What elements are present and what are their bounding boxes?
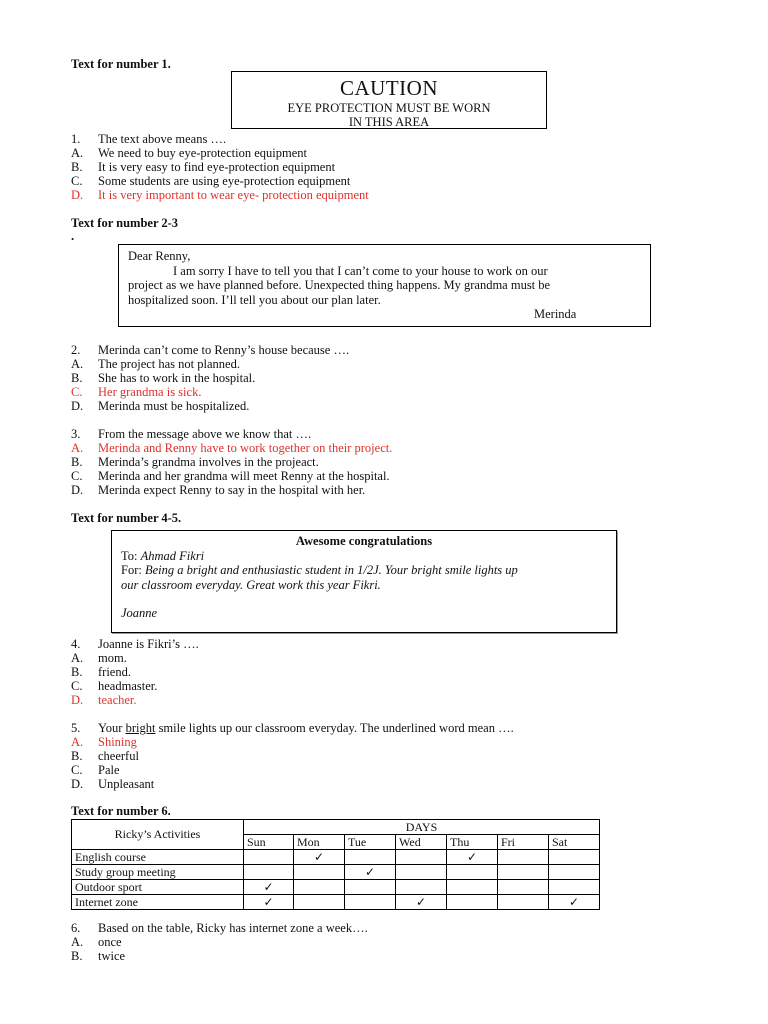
question-6: 6. Based on the table, Ricky has internet zone a week…. A. once B. twice: [71, 921, 368, 963]
day-mon: Mon: [294, 835, 345, 850]
stray-dot: .: [71, 229, 75, 243]
letter-body-line-1: I am sorry I have to tell you that I can’t come to your house to work on our: [173, 263, 548, 278]
option-d-answer: D. teacher.: [71, 693, 137, 707]
check-mark: ✓: [396, 895, 447, 910]
option-a: A. mom.: [71, 651, 127, 665]
option-d: D. Unpleasant: [71, 777, 155, 791]
check-mark: ✓: [447, 850, 498, 865]
option-a: A. The project has not planned.: [71, 357, 240, 371]
option-b: B. Merinda’s grandma involves in the projeact.: [71, 455, 319, 469]
card-from: Joanne: [121, 606, 158, 620]
letter-body-line-2: project as we have planned before. Unexpected thing happens. My grandma must be: [128, 278, 551, 292]
question-5: 5. Your bright smile lights up our classroom everyday. The underlined word mean …. A. Shining B. cheerful C. Pale D. Unpleasant: [71, 721, 514, 791]
congratulations-card: [111, 530, 617, 633]
day-fri: Fri: [498, 835, 549, 850]
question-3: 3. From the message above we know that …. A. Merinda and Renny have to work together on their project. B. Merinda’s grandma involves in the projeact. C. Merinda and her grandma will meet Renny at the hospital. D. Merinda expect Renny to say in the hospital with her.: [71, 427, 393, 497]
caution-title: CAUTION: [340, 76, 438, 100]
to-name: Ahmad Fikri: [140, 548, 205, 563]
days-header: DAYS: [244, 820, 600, 835]
question-text: Merinda can’t come to Renny’s house because ….: [98, 343, 350, 357]
activity-name: Outdoor sport: [72, 880, 244, 895]
activity-name: Internet zone: [72, 895, 244, 910]
question-1: [71, 132, 369, 202]
caution-line-1: EYE PROTECTION MUST BE WORN: [287, 101, 491, 115]
check-mark: ✓: [244, 895, 294, 910]
caution-sign: [231, 71, 547, 129]
option-b: B. She has to work in the hospital.: [71, 371, 256, 385]
activity-name: Study group meeting: [72, 865, 244, 880]
check-mark: ✓: [294, 850, 345, 865]
option-a: A. We need to buy eye-protection equipment: [71, 146, 307, 160]
option-b: B. cheerful: [71, 749, 139, 763]
option-c: C. Pale: [71, 763, 120, 777]
option-c: C. Merinda and her grandma will meet Renny at the hospital.: [71, 469, 390, 483]
underlined-word: bright: [125, 721, 156, 735]
option-c-answer: C. Her grandma is sick.: [71, 385, 202, 399]
option-a-answer: A. Merinda and Renny have to work together on their project.: [71, 441, 393, 455]
day-tue: Tue: [345, 835, 396, 850]
option-d-answer: D. It is very important to wear eye- protection equipment: [71, 188, 369, 202]
day-sat: Sat: [549, 835, 600, 850]
table-row: [72, 850, 600, 865]
question-text: Based on the table, Ricky has internet zone a week….: [98, 921, 368, 935]
question-2: 2. Merinda can’t come to Renny’s house because …. A. The project has not planned. B. She has to work in the hospital. C. Her grandma is sick. D. Merinda must be hospitalized.: [71, 343, 350, 413]
for-label: For:: [121, 563, 142, 577]
for-text-line-1: Being a bright and enthusiastic student in 1/2J. Your bright smile lights up: [144, 563, 518, 577]
letter-signature: Merinda: [534, 307, 577, 321]
section-heading-1: Text for number 1.: [71, 57, 171, 71]
table-row: [72, 865, 600, 880]
option-b: B. friend.: [71, 665, 131, 679]
option-d: D. Merinda must be hospitalized.: [71, 399, 250, 413]
for-text-line-2: our classroom everyday. Great work this year Fikri.: [121, 577, 381, 592]
question-number: 1.: [71, 132, 81, 146]
letter-box: [118, 244, 651, 327]
option-a: A. once: [71, 935, 122, 949]
question-4: 4. Joanne is Fikri’s …. A. mom. B. friend. C. headmaster. D. teacher.: [71, 637, 199, 707]
question-text: Joanne is Fikri’s ….: [98, 637, 199, 651]
option-c: C. Some students are using eye-protection equipment: [71, 174, 351, 188]
to-label: To:: [121, 548, 138, 563]
table-row: [72, 880, 600, 895]
option-d: D. Merinda expect Renny to say in the hospital with her.: [71, 483, 366, 497]
option-a-answer: A. Shining: [71, 735, 137, 749]
activity-name: English course: [72, 850, 244, 865]
table-corner: Ricky’s Activities: [72, 820, 244, 850]
check-mark: ✓: [549, 895, 600, 910]
letter-greeting: Dear Renny,: [128, 249, 191, 263]
day-sun: Sun: [244, 835, 294, 850]
check-mark: ✓: [345, 865, 396, 880]
day-wed: Wed: [396, 835, 447, 850]
day-thu: Thu: [447, 835, 498, 850]
section-heading-4: Text for number 6.: [71, 804, 171, 818]
question-text: The text above means ….: [98, 132, 227, 146]
card-title: Awesome congratulations: [295, 534, 433, 548]
activities-table: [71, 819, 600, 910]
table-row: [72, 895, 600, 910]
section-heading-2: Text for number 2-3: [71, 216, 179, 230]
question-text: From the message above we know that ….: [98, 427, 312, 441]
caution-line-2: IN THIS AREA: [348, 115, 430, 129]
section-heading-3: Text for number 4-5.: [71, 511, 182, 525]
option-b: B. It is very easy to find eye-protection equipment: [71, 160, 336, 174]
option-b: B. twice: [71, 949, 126, 963]
option-c: C. headmaster.: [71, 679, 158, 693]
check-mark: ✓: [244, 880, 294, 895]
letter-body-line-3: hospitalized soon. I’ll tell you about our plan later.: [128, 292, 381, 307]
